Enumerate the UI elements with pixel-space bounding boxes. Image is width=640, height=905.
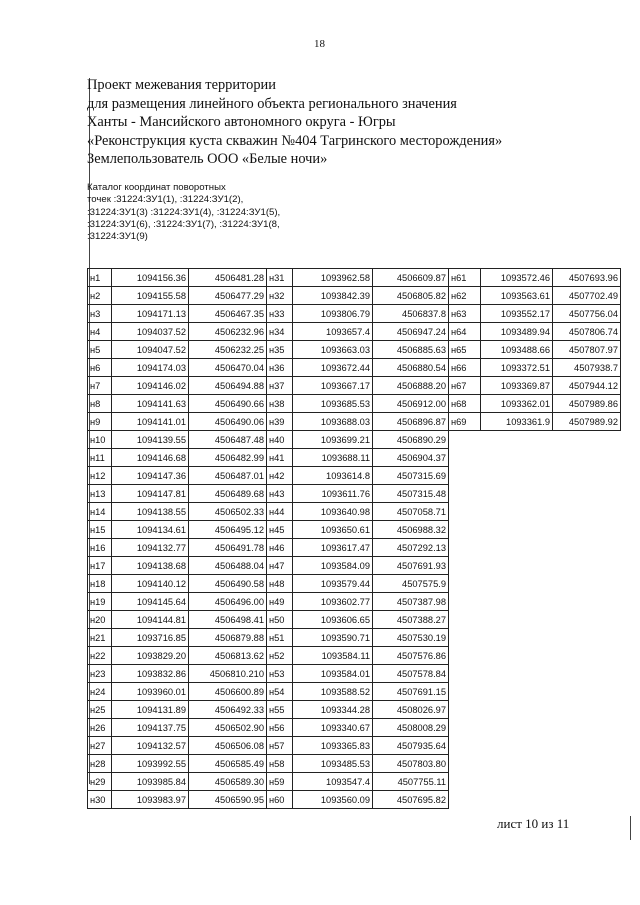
x-coordinate-cell: 1093657.4: [293, 323, 373, 341]
point-id-cell: н32: [267, 287, 293, 305]
table-row: [88, 755, 267, 773]
point-id-cell: н60: [267, 791, 293, 809]
point-id-cell: н53: [267, 665, 293, 683]
point-id-cell: н44: [267, 503, 293, 521]
y-coordinate-cell: 4506585.49: [189, 755, 267, 773]
y-coordinate-cell: 4506490.66: [189, 395, 267, 413]
y-coordinate-cell: 4507693.96: [553, 269, 621, 287]
x-coordinate-cell: 1094155.58: [112, 287, 189, 305]
point-id-cell: н61: [449, 269, 481, 287]
table-row: [267, 287, 449, 305]
point-id-cell: н26: [88, 719, 112, 737]
table-row: [88, 665, 267, 683]
table-row: [267, 665, 449, 683]
table-row: [267, 647, 449, 665]
y-coordinate-cell: 4506947.24: [373, 323, 449, 341]
catalog-line: :31224:ЗУ1(6), :31224:ЗУ1(7), :31224:ЗУ1(8,: [87, 218, 280, 230]
y-coordinate-cell: 4507755.11: [373, 773, 449, 791]
x-coordinate-cell: 1093667.17: [293, 377, 373, 395]
table-row: [267, 755, 449, 773]
point-id-cell: н28: [88, 755, 112, 773]
y-coordinate-cell: 4507387.98: [373, 593, 449, 611]
y-coordinate-cell: 4506813.62: [189, 647, 267, 665]
table-row: [267, 341, 449, 359]
y-coordinate-cell: 4506232.25: [189, 341, 267, 359]
title-line: Проект межевания территории: [87, 77, 276, 93]
x-coordinate-cell: 1094141.63: [112, 395, 189, 413]
x-coordinate-cell: 1093985.84: [112, 773, 189, 791]
point-id-cell: н23: [88, 665, 112, 683]
x-coordinate-cell: 1094141.01: [112, 413, 189, 431]
x-coordinate-cell: 1093960.01: [112, 683, 189, 701]
y-coordinate-cell: 4506490.58: [189, 575, 267, 593]
y-coordinate-cell: 4506487.48: [189, 431, 267, 449]
x-coordinate-cell: 1093584.01: [293, 665, 373, 683]
point-id-cell: н16: [88, 539, 112, 557]
point-id-cell: н47: [267, 557, 293, 575]
x-coordinate-cell: 1093552.17: [481, 305, 553, 323]
point-id-cell: н45: [267, 521, 293, 539]
table-row: [88, 449, 267, 467]
point-id-cell: н1: [88, 269, 112, 287]
y-coordinate-cell: 4507315.69: [373, 467, 449, 485]
table-row: [267, 395, 449, 413]
y-coordinate-cell: 4508026.97: [373, 701, 449, 719]
x-coordinate-cell: 1093372.51: [481, 359, 553, 377]
x-coordinate-cell: 1093614.8: [293, 467, 373, 485]
table-row: [88, 287, 267, 305]
table-row: [267, 359, 449, 377]
x-coordinate-cell: 1094132.77: [112, 539, 189, 557]
catalog-line: :31224:ЗУ1(3) :31224:ЗУ1(4), :31224:ЗУ1(5),: [87, 206, 281, 218]
point-id-cell: н55: [267, 701, 293, 719]
table-row: [267, 701, 449, 719]
x-coordinate-cell: 1093832.86: [112, 665, 189, 683]
x-coordinate-cell: 1093340.67: [293, 719, 373, 737]
x-coordinate-cell: 1093842.39: [293, 287, 373, 305]
x-coordinate-cell: 1093365.83: [293, 737, 373, 755]
title-line: Землепользователь ООО «Белые ночи»: [87, 151, 328, 168]
y-coordinate-cell: 4506470.04: [189, 359, 267, 377]
point-id-cell: н21: [88, 629, 112, 647]
y-coordinate-cell: 4506502.90: [189, 719, 267, 737]
x-coordinate-cell: 1093992.55: [112, 755, 189, 773]
y-coordinate-cell: 4506988.32: [373, 521, 449, 539]
table-row: [449, 269, 621, 287]
point-id-cell: н9: [88, 413, 112, 431]
point-id-cell: н51: [267, 629, 293, 647]
point-id-cell: н4: [88, 323, 112, 341]
x-coordinate-cell: 1093590.71: [293, 629, 373, 647]
point-id-cell: н65: [449, 341, 481, 359]
point-id-cell: н63: [449, 305, 481, 323]
point-id-cell: н48: [267, 575, 293, 593]
table-row: [88, 395, 267, 413]
point-id-cell: н31: [267, 269, 293, 287]
table-row: [267, 485, 449, 503]
x-coordinate-cell: 1094047.52: [112, 341, 189, 359]
x-coordinate-cell: 1093485.53: [293, 755, 373, 773]
point-id-cell: н3: [88, 305, 112, 323]
point-id-cell: н64: [449, 323, 481, 341]
point-id-cell: н46: [267, 539, 293, 557]
y-coordinate-cell: 4506487.01: [189, 467, 267, 485]
x-coordinate-cell: 1093983.97: [112, 791, 189, 809]
x-coordinate-cell: 1093663.03: [293, 341, 373, 359]
x-coordinate-cell: 1094131.89: [112, 701, 189, 719]
table-row: [267, 467, 449, 485]
y-coordinate-cell: 4507292.13: [373, 539, 449, 557]
catalog-line: точек :31224:ЗУ1(1), :31224:ЗУ1(2),: [87, 194, 244, 206]
x-coordinate-cell: 1093716.85: [112, 629, 189, 647]
x-coordinate-cell: 1094138.68: [112, 557, 189, 575]
table-row: [88, 521, 267, 539]
table-row: [88, 611, 267, 629]
x-coordinate-cell: 1093488.66: [481, 341, 553, 359]
table-row: [449, 413, 621, 431]
coordinates-table-3: [448, 268, 621, 431]
table-row: [449, 377, 621, 395]
x-coordinate-cell: 1093588.52: [293, 683, 373, 701]
x-coordinate-cell: 1093606.65: [293, 611, 373, 629]
y-coordinate-cell: 4507806.74: [553, 323, 621, 341]
table-row: [88, 503, 267, 521]
x-coordinate-cell: 1093361.9: [481, 413, 553, 431]
x-coordinate-cell: 1094037.52: [112, 323, 189, 341]
y-coordinate-cell: 4507938.7: [553, 359, 621, 377]
x-coordinate-cell: 1094145.64: [112, 593, 189, 611]
x-coordinate-cell: 1093685.53: [293, 395, 373, 413]
y-coordinate-cell: 4506904.37: [373, 449, 449, 467]
point-id-cell: н40: [267, 431, 293, 449]
table-row: [88, 791, 267, 809]
x-coordinate-cell: 1093650.61: [293, 521, 373, 539]
x-coordinate-cell: 1094138.55: [112, 503, 189, 521]
x-coordinate-cell: 1093611.76: [293, 485, 373, 503]
point-id-cell: н54: [267, 683, 293, 701]
y-coordinate-cell: 4506590.95: [189, 791, 267, 809]
table-row: [88, 539, 267, 557]
x-coordinate-cell: 1094140.12: [112, 575, 189, 593]
point-id-cell: н11: [88, 449, 112, 467]
y-coordinate-cell: 4506805.82: [373, 287, 449, 305]
x-coordinate-cell: 1093362.01: [481, 395, 553, 413]
point-id-cell: н12: [88, 467, 112, 485]
table-row: [267, 413, 449, 431]
table-row: [88, 269, 267, 287]
y-coordinate-cell: 4506482.99: [189, 449, 267, 467]
x-coordinate-cell: 1094147.36: [112, 467, 189, 485]
point-id-cell: н52: [267, 647, 293, 665]
x-coordinate-cell: 1094156.36: [112, 269, 189, 287]
point-id-cell: н22: [88, 647, 112, 665]
y-coordinate-cell: 4506837.8: [373, 305, 449, 323]
x-coordinate-cell: 1094174.03: [112, 359, 189, 377]
y-coordinate-cell: 4506490.06: [189, 413, 267, 431]
point-id-cell: н25: [88, 701, 112, 719]
x-coordinate-cell: 1093579.44: [293, 575, 373, 593]
x-coordinate-cell: 1093584.09: [293, 557, 373, 575]
x-coordinate-cell: 1093560.09: [293, 791, 373, 809]
coordinates-table-1: [87, 268, 267, 809]
y-coordinate-cell: 4506467.35: [189, 305, 267, 323]
x-coordinate-cell: 1094134.61: [112, 521, 189, 539]
table-row: [267, 557, 449, 575]
y-coordinate-cell: 4507702.49: [553, 287, 621, 305]
x-coordinate-cell: 1093572.46: [481, 269, 553, 287]
point-id-cell: н34: [267, 323, 293, 341]
y-coordinate-cell: 4507935.64: [373, 737, 449, 755]
sheet-label: лист 10 из 11: [497, 816, 570, 831]
point-id-cell: н42: [267, 467, 293, 485]
x-coordinate-cell: 1093369.87: [481, 377, 553, 395]
point-id-cell: н66: [449, 359, 481, 377]
table-row: [88, 575, 267, 593]
y-coordinate-cell: 4506896.87: [373, 413, 449, 431]
point-id-cell: н30: [88, 791, 112, 809]
y-coordinate-cell: 4507530.19: [373, 629, 449, 647]
y-coordinate-cell: 4507575.9: [373, 575, 449, 593]
point-id-cell: н24: [88, 683, 112, 701]
table-row: [88, 341, 267, 359]
x-coordinate-cell: 1093584.11: [293, 647, 373, 665]
table-row: [88, 719, 267, 737]
y-coordinate-cell: 4506502.33: [189, 503, 267, 521]
x-coordinate-cell: 1094144.81: [112, 611, 189, 629]
y-coordinate-cell: 4506489.68: [189, 485, 267, 503]
table-row: [88, 701, 267, 719]
table-row: [449, 359, 621, 377]
x-coordinate-cell: 1093962.58: [293, 269, 373, 287]
y-coordinate-cell: 4508008.29: [373, 719, 449, 737]
y-coordinate-cell: 4507058.71: [373, 503, 449, 521]
catalog-line: :31224:ЗУ1(9): [87, 231, 148, 243]
point-id-cell: н6: [88, 359, 112, 377]
right-margin-line: [630, 816, 631, 840]
y-coordinate-cell: 4506491.78: [189, 539, 267, 557]
table-row: [449, 323, 621, 341]
y-coordinate-cell: 4507691.15: [373, 683, 449, 701]
y-coordinate-cell: 4506589.30: [189, 773, 267, 791]
y-coordinate-cell: 4507576.86: [373, 647, 449, 665]
table-row: [267, 521, 449, 539]
table-row: [267, 539, 449, 557]
x-coordinate-cell: 1093672.44: [293, 359, 373, 377]
x-coordinate-cell: 1093699.21: [293, 431, 373, 449]
table-row: [267, 719, 449, 737]
y-coordinate-cell: 4507944.12: [553, 377, 621, 395]
table-row: [267, 323, 449, 341]
table-row: [267, 269, 449, 287]
y-coordinate-cell: 4506888.20: [373, 377, 449, 395]
table-row: [88, 377, 267, 395]
point-id-cell: н68: [449, 395, 481, 413]
table-row: [88, 647, 267, 665]
table-row: [88, 593, 267, 611]
table-row: [267, 431, 449, 449]
table-row: [88, 413, 267, 431]
point-id-cell: н39: [267, 413, 293, 431]
point-id-cell: н35: [267, 341, 293, 359]
x-coordinate-cell: 1093806.79: [293, 305, 373, 323]
table-row: [88, 467, 267, 485]
x-coordinate-cell: 1094171.13: [112, 305, 189, 323]
y-coordinate-cell: 4506810.210: [189, 665, 267, 683]
point-id-cell: н69: [449, 413, 481, 431]
point-id-cell: н41: [267, 449, 293, 467]
y-coordinate-cell: 4506885.63: [373, 341, 449, 359]
x-coordinate-cell: 1093829.20: [112, 647, 189, 665]
y-coordinate-cell: 4507315.48: [373, 485, 449, 503]
x-coordinate-cell: 1094139.55: [112, 431, 189, 449]
x-coordinate-cell: 1093563.61: [481, 287, 553, 305]
y-coordinate-cell: 4506506.08: [189, 737, 267, 755]
y-coordinate-cell: 4506495.12: [189, 521, 267, 539]
table-row: [88, 557, 267, 575]
y-coordinate-cell: 4507807.97: [553, 341, 621, 359]
point-id-cell: н57: [267, 737, 293, 755]
title-line: «Реконструкция куста скважин №404 Тагринского месторождения»: [87, 132, 503, 149]
x-coordinate-cell: 1093489.94: [481, 323, 553, 341]
table-row: [449, 395, 621, 413]
table-row: [449, 341, 621, 359]
point-id-cell: н27: [88, 737, 112, 755]
table-row: [88, 773, 267, 791]
table-row: [88, 323, 267, 341]
table-row: [88, 629, 267, 647]
y-coordinate-cell: 4506232.96: [189, 323, 267, 341]
table-row: [267, 683, 449, 701]
y-coordinate-cell: 4506498.41: [189, 611, 267, 629]
point-id-cell: н67: [449, 377, 481, 395]
x-coordinate-cell: 1093617.47: [293, 539, 373, 557]
coordinates-table-2: [266, 268, 449, 809]
point-id-cell: н13: [88, 485, 112, 503]
point-id-cell: н29: [88, 773, 112, 791]
table-row: [88, 431, 267, 449]
table-row: [267, 611, 449, 629]
y-coordinate-cell: 4507691.93: [373, 557, 449, 575]
x-coordinate-cell: 1093640.98: [293, 503, 373, 521]
point-id-cell: н49: [267, 593, 293, 611]
x-coordinate-cell: 1094146.68: [112, 449, 189, 467]
y-coordinate-cell: 4507578.84: [373, 665, 449, 683]
y-coordinate-cell: 4506879.88: [189, 629, 267, 647]
table-row: [267, 305, 449, 323]
x-coordinate-cell: 1093688.11: [293, 449, 373, 467]
y-coordinate-cell: 4506488.04: [189, 557, 267, 575]
table-row: [267, 449, 449, 467]
page-number: 18: [314, 38, 325, 50]
point-id-cell: н36: [267, 359, 293, 377]
table-row: [449, 287, 621, 305]
y-coordinate-cell: 4507756.04: [553, 305, 621, 323]
catalog-line: Каталог координат поворотных: [87, 182, 226, 193]
table-row: [267, 503, 449, 521]
table-row: [449, 305, 621, 323]
y-coordinate-cell: 4507989.92: [553, 413, 621, 431]
point-id-cell: н20: [88, 611, 112, 629]
point-id-cell: н59: [267, 773, 293, 791]
table-row: [267, 791, 449, 809]
point-id-cell: н43: [267, 485, 293, 503]
y-coordinate-cell: 4507695.82: [373, 791, 449, 809]
y-coordinate-cell: 4506494.88: [189, 377, 267, 395]
table-row: [267, 629, 449, 647]
table-row: [88, 683, 267, 701]
x-coordinate-cell: 1093602.77: [293, 593, 373, 611]
point-id-cell: н17: [88, 557, 112, 575]
table-row: [88, 305, 267, 323]
point-id-cell: н10: [88, 431, 112, 449]
point-id-cell: н33: [267, 305, 293, 323]
table-row: [267, 575, 449, 593]
catalog-caption: [87, 182, 280, 243]
x-coordinate-cell: 1094147.81: [112, 485, 189, 503]
point-id-cell: н58: [267, 755, 293, 773]
point-id-cell: н38: [267, 395, 293, 413]
y-coordinate-cell: 4506880.54: [373, 359, 449, 377]
y-coordinate-cell: 4506600.89: [189, 683, 267, 701]
point-id-cell: н7: [88, 377, 112, 395]
y-coordinate-cell: 4506496.00: [189, 593, 267, 611]
y-coordinate-cell: 4506492.33: [189, 701, 267, 719]
point-id-cell: н5: [88, 341, 112, 359]
table-row: [267, 737, 449, 755]
y-coordinate-cell: 4507803.80: [373, 755, 449, 773]
y-coordinate-cell: 4507388.27: [373, 611, 449, 629]
point-id-cell: н8: [88, 395, 112, 413]
x-coordinate-cell: 1094132.57: [112, 737, 189, 755]
table-row: [88, 359, 267, 377]
y-coordinate-cell: 4506481.28: [189, 269, 267, 287]
document-title: [87, 76, 502, 169]
table-row: [267, 377, 449, 395]
y-coordinate-cell: 4506477.29: [189, 287, 267, 305]
x-coordinate-cell: 1093688.03: [293, 413, 373, 431]
point-id-cell: н18: [88, 575, 112, 593]
y-coordinate-cell: 4506890.29: [373, 431, 449, 449]
point-id-cell: н56: [267, 719, 293, 737]
title-line: Ханты - Мансийского автономного округа - Югры: [87, 114, 396, 131]
x-coordinate-cell: 1093344.28: [293, 701, 373, 719]
y-coordinate-cell: 4507989.86: [553, 395, 621, 413]
table-row: [267, 773, 449, 791]
table-row: [267, 593, 449, 611]
point-id-cell: н2: [88, 287, 112, 305]
y-coordinate-cell: 4506609.87: [373, 269, 449, 287]
table-row: [88, 485, 267, 503]
x-coordinate-cell: 1094137.75: [112, 719, 189, 737]
x-coordinate-cell: 1093547.4: [293, 773, 373, 791]
point-id-cell: н37: [267, 377, 293, 395]
point-id-cell: н50: [267, 611, 293, 629]
y-coordinate-cell: 4506912.00: [373, 395, 449, 413]
title-line: для размещения линейного объекта регионального значения: [87, 95, 457, 112]
point-id-cell: н19: [88, 593, 112, 611]
point-id-cell: н62: [449, 287, 481, 305]
point-id-cell: н14: [88, 503, 112, 521]
point-id-cell: н15: [88, 521, 112, 539]
x-coordinate-cell: 1094146.02: [112, 377, 189, 395]
table-row: [88, 737, 267, 755]
